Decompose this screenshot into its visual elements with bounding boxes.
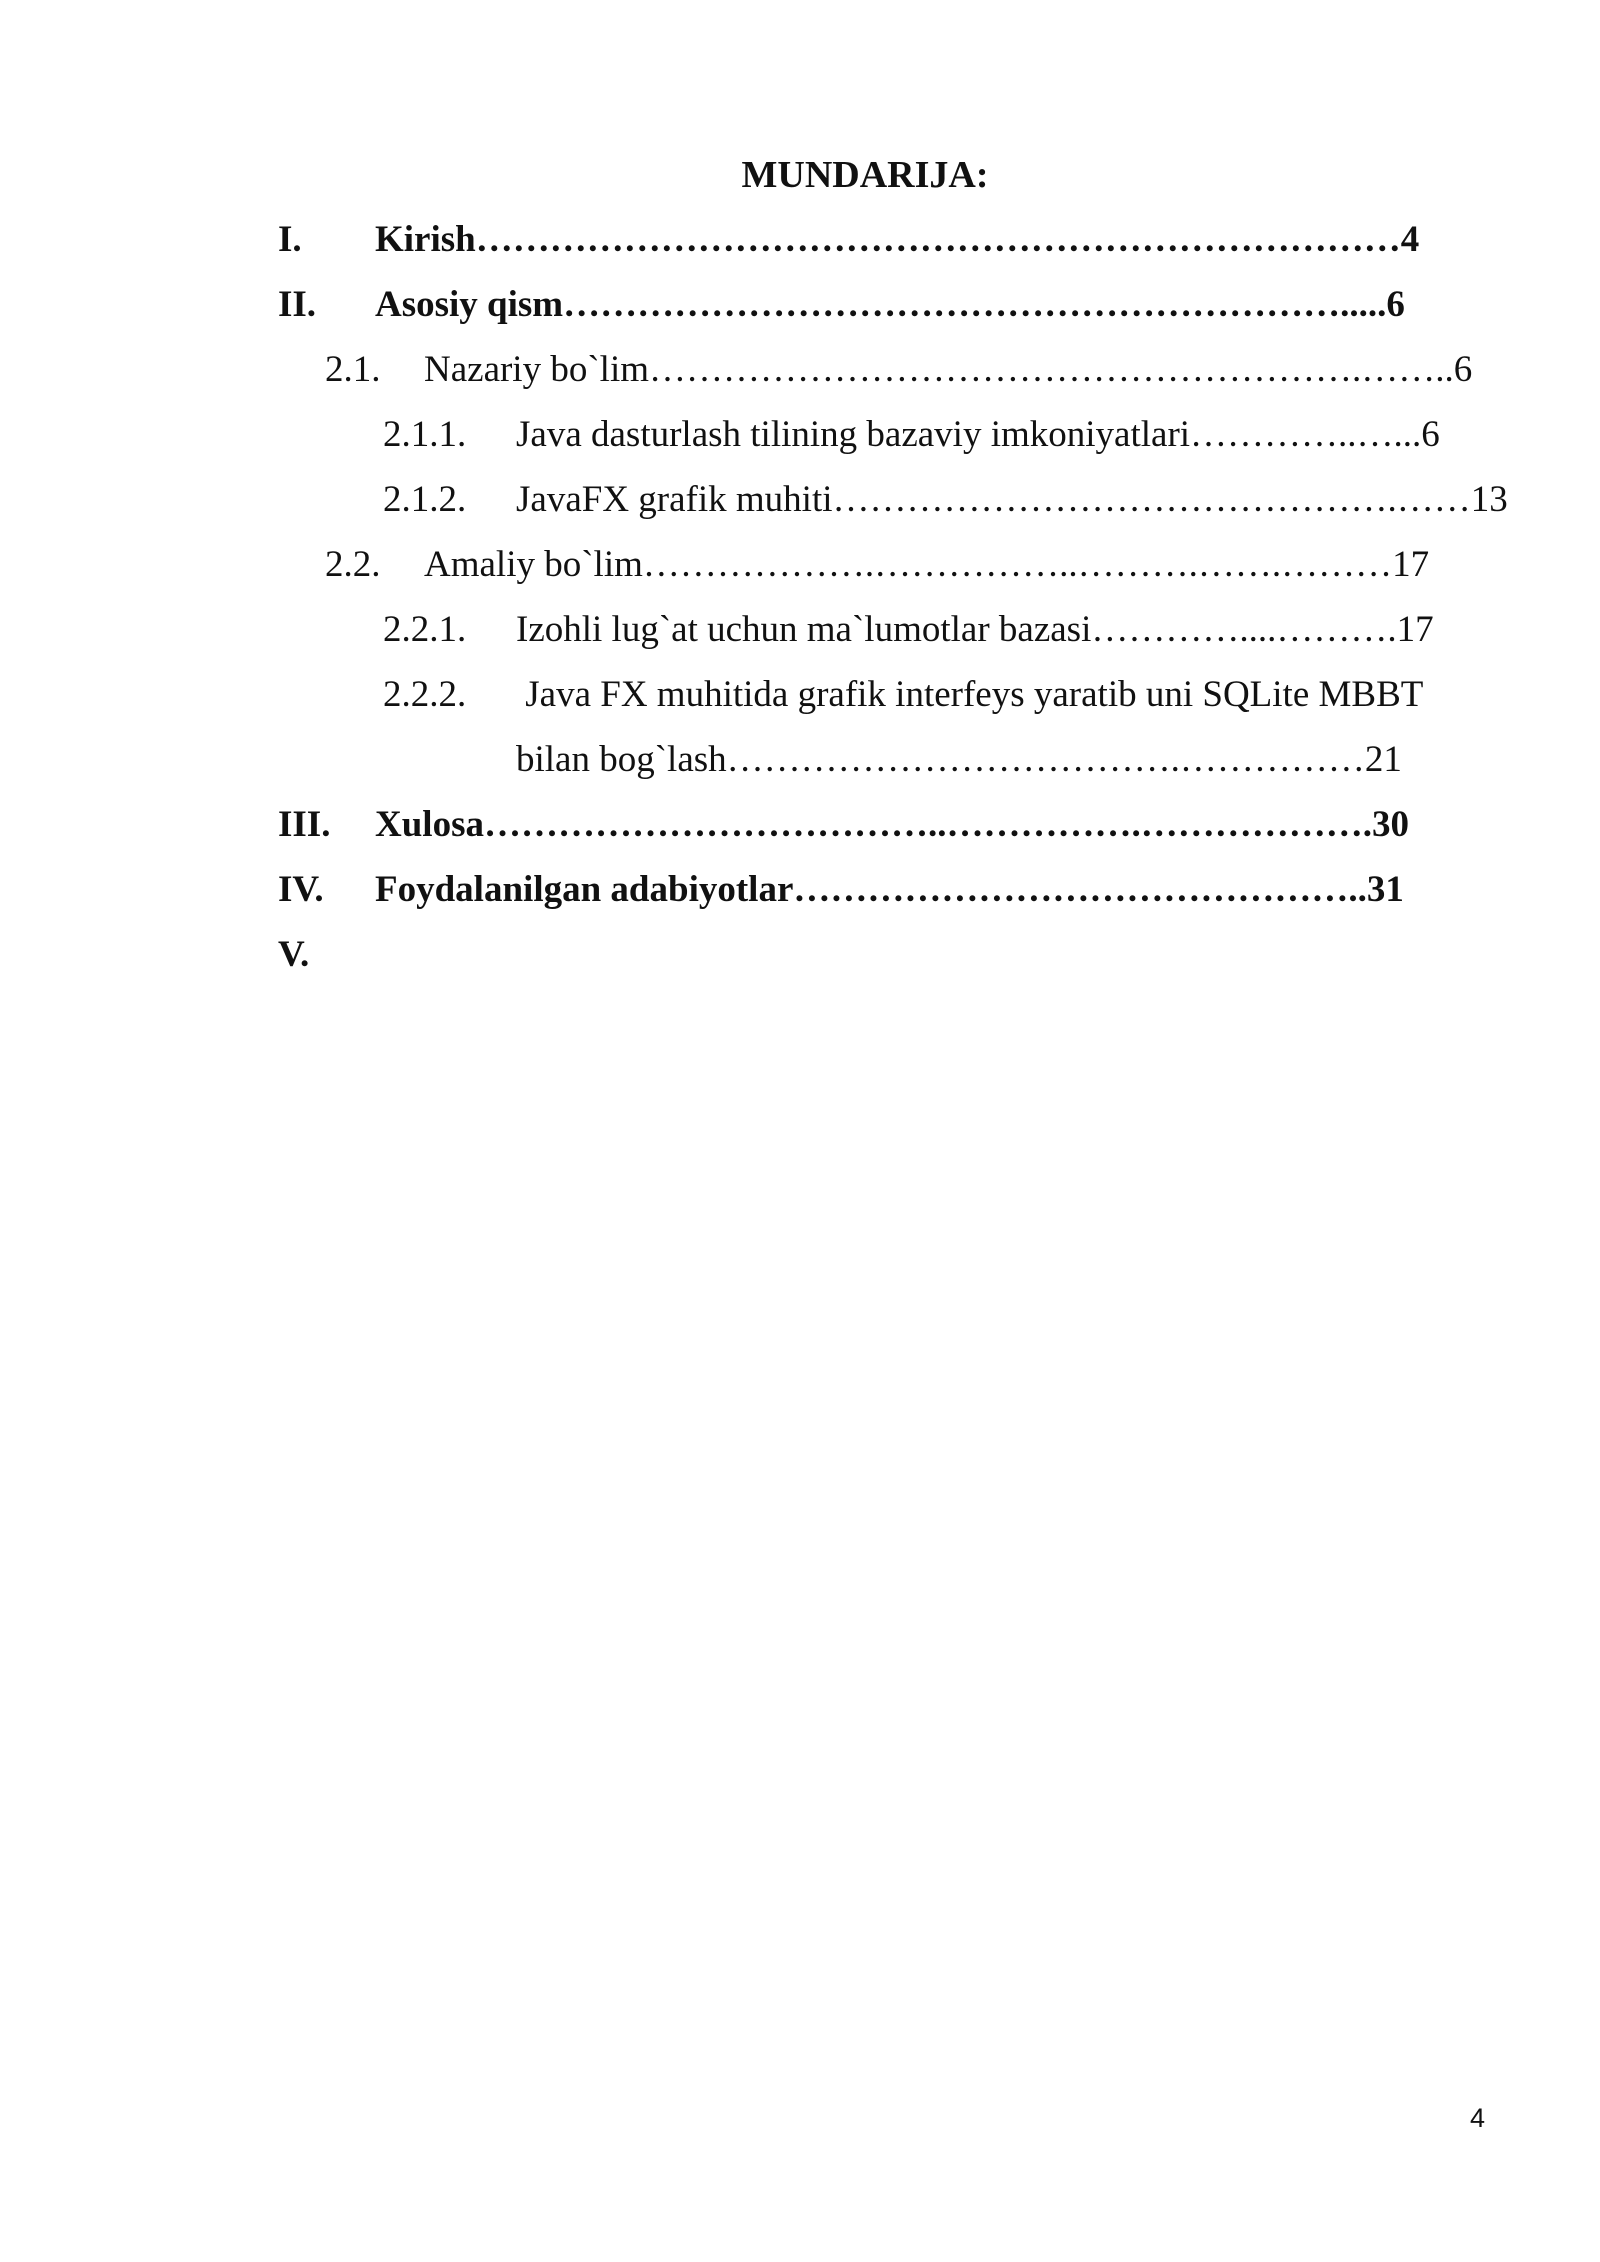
- toc-item-number: 2.2.: [325, 544, 381, 585]
- page-number: 4: [1470, 2103, 1486, 2133]
- toc-item-number: V.: [278, 934, 310, 975]
- toc-item-text: Kirish…………………………………………………………………4: [375, 219, 1420, 260]
- toc-item-text: JavaFX grafik muhiti……………………………………….……13: [516, 479, 1508, 520]
- toc-item-text: Xulosa………………………………..…………….……………….30: [375, 804, 1409, 845]
- toc-item-number: II.: [278, 284, 317, 325]
- toc-item-number: 2.1.: [325, 349, 381, 390]
- toc-item-text: Asosiy qism……………………………………………………….....6: [375, 284, 1405, 325]
- toc-item-number: 2.1.2.: [383, 479, 467, 520]
- toc-item-text: Java dasturlash tilining bazaviy imkoniyatlari…………..…...6: [516, 414, 1440, 455]
- page-title: MUNDARIJA:: [741, 154, 989, 196]
- toc-item-number: I.: [278, 219, 302, 260]
- toc-item-text: Java FX muhitida grafik interfeys yaratib uni SQLite MBBT: [516, 674, 1424, 715]
- toc-item-text: Amaliy bo`lim……………….……………..……….…….………17: [424, 544, 1430, 585]
- toc-item-text: Izohli lug`at uchun ma`lumotlar bazasi…………....……….17: [516, 609, 1434, 650]
- toc-item-number: IV.: [278, 869, 324, 910]
- toc-item-number: 2.1.1.: [383, 414, 467, 455]
- toc-item-number: III.: [278, 804, 331, 845]
- toc-item-text: Nazariy bo`lim………………………………………………….……..6: [424, 349, 1473, 390]
- toc-item-number: 2.2.2.: [383, 674, 467, 715]
- toc-item-text: bilan bog`lash……………………………….……………21: [516, 739, 1402, 780]
- toc-item-text: Foydalanilgan adabiyotlar………………………………………..31: [375, 869, 1404, 910]
- toc-item-number: 2.2.1.: [383, 609, 467, 650]
